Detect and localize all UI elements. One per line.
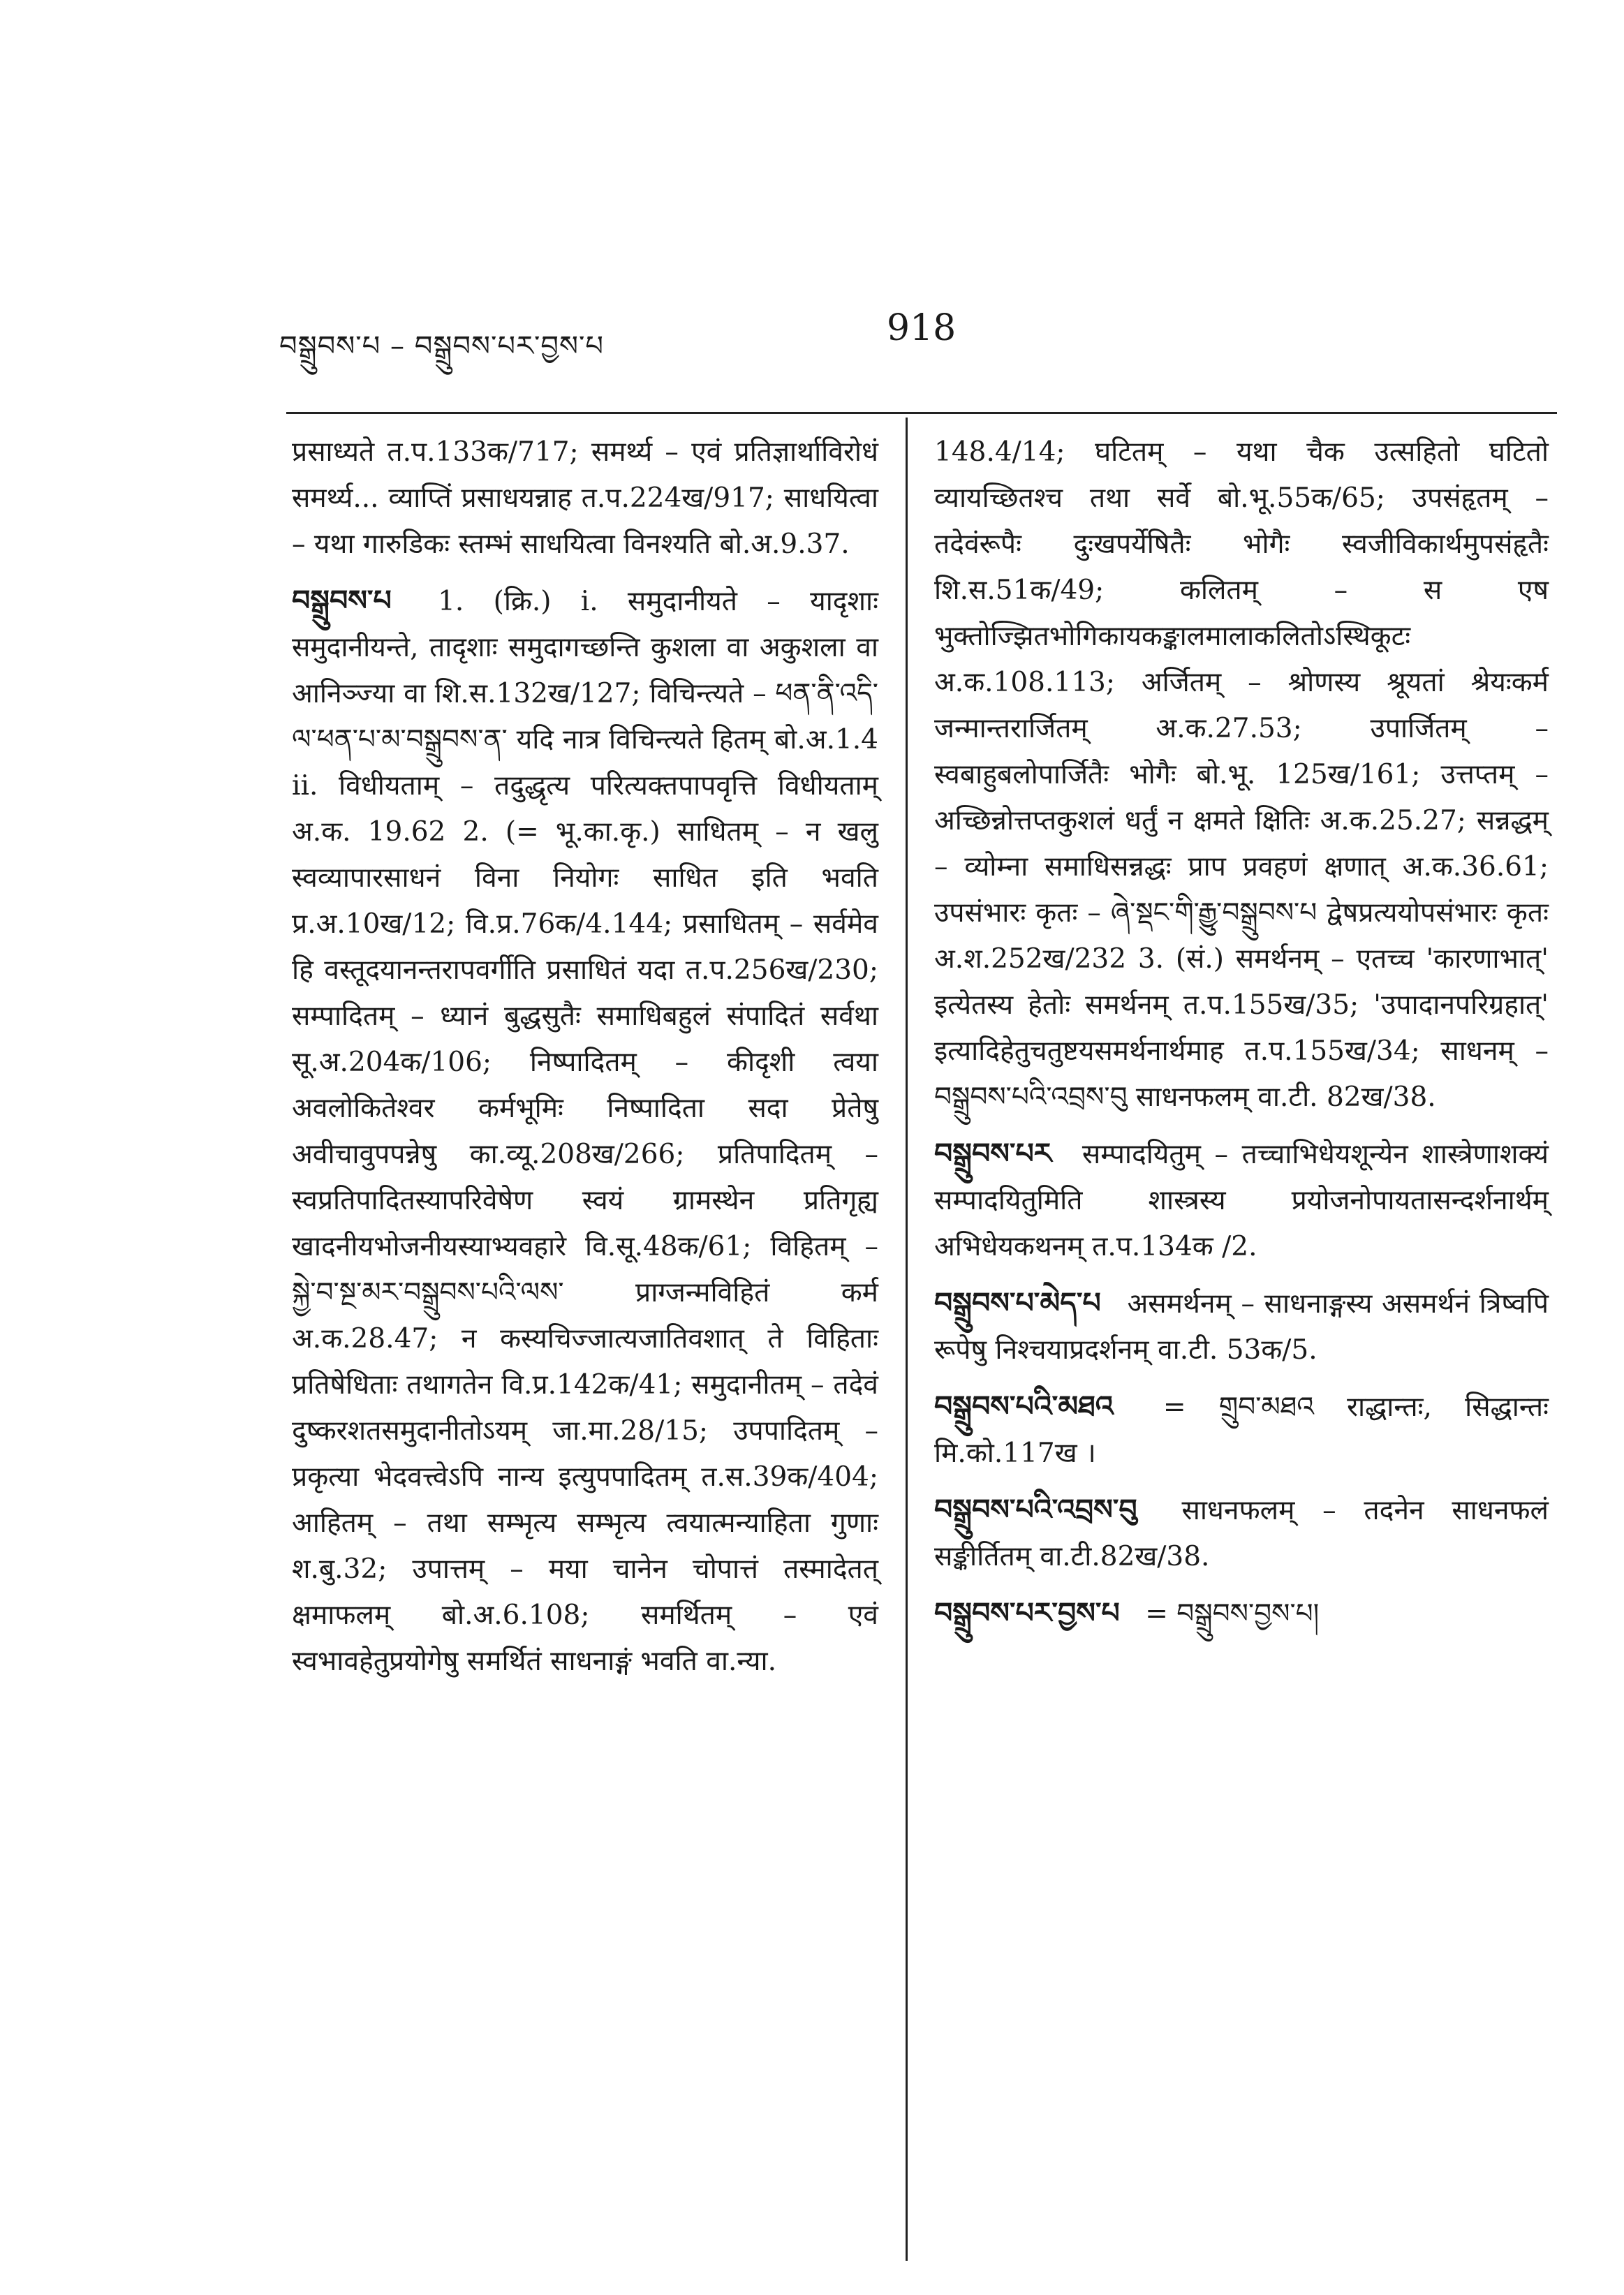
entry-text: प्रसाध्यते त.प.133क/717; समर्थ्य – एवं प्रतिज्ञार्थाविरोधं समर्थ्य... व्याप्तिं प्रसाधयन्नाह त.प.224ख/917; साधयित्वा – यथा गारुडिकः स्तम्भं साधयित्वा विनश्यति बो.अ.9.37. [292,436,887,560]
entry-text: = བསྒྲུབས་བྱས་པ། [1145,1598,1320,1630]
headword: བསྒྲུབས་པའི་འབྲས་བུ [934,1493,1137,1526]
entry-text: 148.4/14; घटितम् – यथा चैक उत्सहितो घटितो व्यायच्छितश्च तथा सर्वे बो.भू.55क/65; उपसंहृतम् – तदेवंरूपैः दुःखपर्येषितैः भोगैः स्वजीविकार्थमुपसंहृतैः शि.स.51क/49; कलितम् – स एष भुक्तोज्झितभोगिकायकङ्कालमालाकलितोऽस्थिकूटः अ.क.108.113; अर्जितम् – श्रोणस्य श्रूयतां श्रेयःकर्म जन्मान्तरार्जितम् अ.क.27.53; उपार्जितम् – स्वबाहुबलोपार्जितैः भोगैः बो.भू. 125ख/161; उत्तप्तम् – अच्छिन्नोत्तप्तकुशलं धर्तुं न क्षमते क्षितिः अ.क.25.27; सन्नद्धम् – व्योम्ना समाधिसन्नद्धः प्राप प्रवहणं क्षणात् अ.क.36.61; उपसंभारः कृतः – ཞེ་སྡང་གི་རྒྱུ་བསྒྲུབས་པ द्वेषप्रत्ययोपसंभारः कृतः अ.श.252ख/232 3. (सं.) समर्थनम् – एतच्च 'कारणाभात्' इत्येतस्य हेतोः समर्थनम् त.प.155ख/35; 'उपादानपरिग्रहात्' इत्यादिहेतुचतुष्टयसमर्थनार्थमाह त.प.155ख/34; साधनम् – བསྒྲུབས་པའི་འབྲས་བུ साधनफलम् वा.टी. 82ख/38. [934,436,1558,1113]
dictionary-entry [934,1383,1558,1477]
dictionary-entry [934,1280,1558,1373]
entry-text: साधनफलम् – तदनेन साधनफलं सङ्कीर्तितम् वा.टी.82ख/38. [934,1495,1558,1572]
dictionary-entry [292,577,887,1685]
left-column [292,429,887,1695]
headword: བསྒྲུབས་པར [934,1137,1052,1170]
page-number: 918 [887,307,957,349]
entry-continuation [292,429,887,568]
dictionary-entry [934,1590,1549,1637]
dictionary-entry [934,1486,1558,1580]
header-guide-words: བསྒྲུབས་པ – བསྒྲུབས་པར་བྱས་པ [279,330,605,362]
entry-text: = གྲུབ་མཐའ राद्धान्तः, सिद्धान्तः मि.को.117ख । [934,1392,1558,1469]
entry-text: सम्पादयितुम् – तच्चाभिधेयशून्येन शास्त्रेणाशक्यं सम्पादयितुमिति शास्त्रस्य प्रयोजनोपायतासन्दर्शनार्थम् अभिधेयकथनम् त.प.134क /2. [934,1139,1558,1262]
headword: བསྒྲུབས་པའི་མཐའ [934,1389,1114,1423]
page-header [279,307,1536,363]
right-column [934,429,1558,1647]
entry-text: 1. (क्रि.) i. समुदानीयते – यादृशाः समुदानीयन्ते, तादृशाः समुदागच्छन्ति कुशला वा अकुशला वा आनिञ्ज्या वा शि.स.132ख/127; विचिन्त्यते – ཕན་ནི་འདི་ལ་ཕན་པ་མ་བསྒྲུབས་ན་ यदि नात्र विचिन्त्यते हितम् बो.अ.1.4 ii. विधीयताम् – तदुद्धृत्य परित्यक्तपापवृत्ति विधीयताम् अ.क. 19.62 2. (= भू.का.कृ.) साधितम् – न खलु स्वव्यापारसाधनं विना नियोगः साधित इति भवति प्र.अ.10ख/12; वि.प्र.76क/4.144; प्रसाधितम् – सर्वमेव हि वस्तूदयानन्तरापवर्गीति प्रसाधितं यदा त.प.256ख/230; सम्पादितम् – ध्यानं बुद्धसुतैः समाधिबहुलं संपादितं सर्वथा सू.अ.204क/106; निष्पादितम् – कीदृशी त्वया अवलोकितेश्वर कर्मभूमिः निष्पादिता सदा प्रेतेषु अवीचावुपपन्नेषु का.व्यू.208ख/266; प्रतिपादितम् – स्वप्रतिपादितस्यापरिवेषेण स्वयं ग्रामस्थेन प्रतिगृह्य खादनीयभोजनीयस्याभ्यवहारे वि.सू.48क/61; विहितम् – སྐྱེ་བ་སྔ་མར་བསྒྲུབས་པའི་ལས་ प्राग्जन्मविहितं कर्म अ.क.28.47; न कस्यचिज्जात्यजातिवशात् ते विहिताः प्रतिषेधिताः तथागतेन वि.प्र.142क/41; समुदानीतम् – तदेवं दुष्करशतसमुदानीतोऽयम् जा.मा.28/15; उपपादितम् – प्रकृत्या भेदवत्त्वेऽपि नान्य इत्युपपादितम् त.स.39क/404; आहितम् – तथा सम्भृत्य सम्भृत्य त्वयात्मन्याहिता गुणाः श.बु.32; उपात्तम् – मया चानेन चोपात्तं तस्मादेतत् क्षमाफलम् बो.अ.6.108; समर्थितम् – एवं स्वभावहेतुप्रयोगेषु समर्थितं साधनाङ्गं भवति वा.न्या. [292,586,887,1677]
dictionary-entry [934,1130,1558,1270]
header-rule [286,412,1557,414]
headword: བསྒྲུབས་པར་བྱས་པ [934,1596,1120,1630]
headword: བསྒྲུབས་པ [292,584,392,617]
entry-continuation [934,429,1558,1121]
headword: བསྒྲུབས་པ་མེད་པ [934,1286,1101,1320]
column-divider [906,418,908,2261]
entry-text: असमर्थनम् – साधनाङ्गस्य असमर्थनं त्रिष्वपि रूपेषु निश्चयाप्रदर्शनम् वा.टी. 53क/5. [934,1288,1558,1366]
